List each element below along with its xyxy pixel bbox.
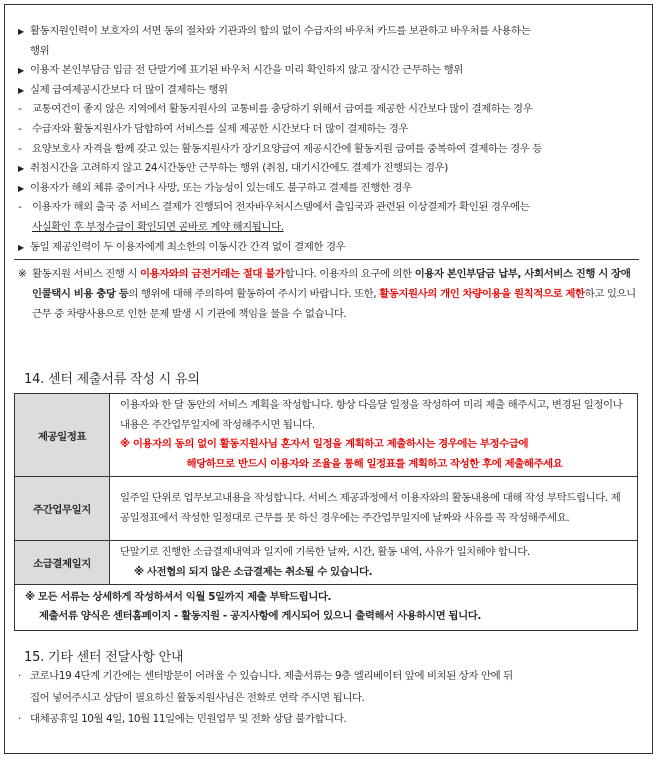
retro-warning: ※ 사전협의 되지 않은 소급결제는 취소될 수 있습니다. (134, 565, 373, 578)
caution-note: ※ 활동지원 서비스 진행 시 이용자와의 금전거래는 절대 불가합니다. 이용자의 요구에 의한 이용자 본인부담금 납부, 사회서비스 진행 시 장애인콜택시 비용 충당 등의 행위에 대해 주의하여 활동하여 주시기 바랍니다. 또한, 활동지원사의 개인 차량이용을 원칙적으로 제한하고 있으니 근무 중 차량사용으로 인한 문제 발생 시 기관에 책임을 물을 수 없습니다. (18, 264, 636, 324)
row-label: 제공일정표 (15, 394, 110, 477)
row-label: 소급결제일지 (15, 541, 110, 585)
row-text: 일주일 단위로 업무보고내용을 작성합니다. 서비스 제공과정에서 이용자와의 활동내용에 대해 작성 부탁드립니다. 제공일정표에서 작성한 일정대로 근무를 못 하신 경우에는 주간업무일지에 날짜와 사유를 꼭 작성해주세요. (110, 477, 638, 541)
list-item: ▶ 동일 제공인력이 두 이용자에게 최소한의 이동시간 간격 없이 결제한 경우 (18, 240, 346, 253)
notice-list (18, 666, 636, 731)
footer-line: ※ 모든 서류는 상세하게 작성하셔서 익월 5일까지 제출 부탁드립니다. (25, 591, 332, 603)
list-item: ▶ 이용자가 해외 체류 중이거나 사망, 또는 가능성이 있는데도 불구하고 결제를 진행한 경우 (18, 181, 412, 194)
note-marker: ※ (18, 268, 27, 280)
table-row (15, 541, 638, 585)
list-item: - 수급자와 활동지원사가 담합하여 서비스를 실제 제공한 시간보다 더 많이 결제하는 경우 (18, 122, 408, 135)
table-row (15, 477, 638, 541)
table-footer-row (15, 585, 638, 631)
table-row (15, 394, 638, 477)
schedule-warning: ※ 이용자의 동의 없이 활동지원사님 혼자서 일정을 계획하고 제출하시는 경우에는 부정수급에 해당하므로 반드시 이용자와 조율을 통해 일정표를 계획하고 작성한 후에 제출해주세요 (120, 438, 563, 470)
row-label: 주간업무일지 (15, 477, 110, 541)
payment-warning: 이용자 본인부담금 납부, 사회서비스 진행 시 장애인콜택시 비용 충당 등 (32, 268, 631, 300)
list-item: - 교통여건이 좋지 않은 지역에서 활동지원사의 교통비를 충당하기 위해서 급여를 제공한 시간보다 많이 결제하는 경우 (18, 103, 533, 116)
list-item: - 이용자가 해외 출국 중 서비스 결제가 진행되어 전자바우처시스템에서 출입국과 관련된 이상결제가 확인된 경우에는 사실확인 후 부정수급이 확인되면 곧바로 계약 해지됩니다. (18, 201, 530, 233)
vehicle-warning: 활동지원사의 개인 차량이용을 원칙적으로 제한 (379, 288, 585, 300)
list-item: ▶ 활동지원인력이 보호자의 서면 동의 절차와 기관과의 합의 없이 수급자의 바우처 카드를 보관하고 바우처를 사용하는 행위 (18, 25, 531, 57)
list-item: - 요양보호사 자격을 함께 갖고 있는 활동지원사가 장기요양급여 제공시간에 활동지원 급여를 중복하여 결제하는 경우 등 (18, 142, 542, 155)
violation-list (18, 22, 636, 257)
list-item: ▶ 이용자 본인부담금 입금 전 단말기에 표기된 바우처 시간을 미리 확인하지 않고 장시간 근무하는 행위 (18, 64, 463, 77)
list-item: ▶ 취침시간을 고려하지 않고 24시간동안 근무하는 행위 (취침, 대기시간에도 결제가 진행되는 경우) (18, 162, 448, 175)
row-text: 단말기로 진행한 소급결제내역과 일지에 기록한 날짜, 시간, 활동 내역, 사유가 일치해야 합니다. (120, 546, 530, 558)
submission-documents-table (14, 393, 638, 631)
section-divider (14, 259, 639, 260)
list-item: ▶ 실제 급여제공시간보다 더 많이 결제하는 행위 (18, 83, 228, 96)
list-item: · 대체공휴일 10월 4일, 10월 11일에는 민원업무 및 전화 상담 불가합니다. (18, 713, 347, 725)
section-14-title: 14. 센터 제출서류 작성 시 유의 (24, 372, 200, 387)
section-15-title: 15. 기타 센터 전달사항 안내 (24, 650, 184, 665)
row-text: 이용자와 한 달 동안의 서비스 계획을 작성합니다. 항상 다음달 일정을 작성하여 미리 제출 해주시고, 변경된 일정이나 내용은 주간업무일지에 작성해주시면 됩니다. (120, 399, 623, 431)
footer-line: 제출서류 양식은 센터홈페이지 - 활동지원 - 공지사항에 게시되어 있으니 출력해서 사용하시면 됩니다. (39, 610, 481, 622)
list-item: · 코로나19 4단계 기간에는 센터방문이 어려울 수 있습니다. 제출서류는 9층 엘리베이터 앞에 비치된 상자 안에 뒤 집어 넣어주시고 상담이 필요하신 활동지원사님은 전화로 연락 주시면 됩니다. (18, 670, 513, 704)
money-warning: 이용자와의 금전거래는 절대 불가 (139, 268, 285, 280)
